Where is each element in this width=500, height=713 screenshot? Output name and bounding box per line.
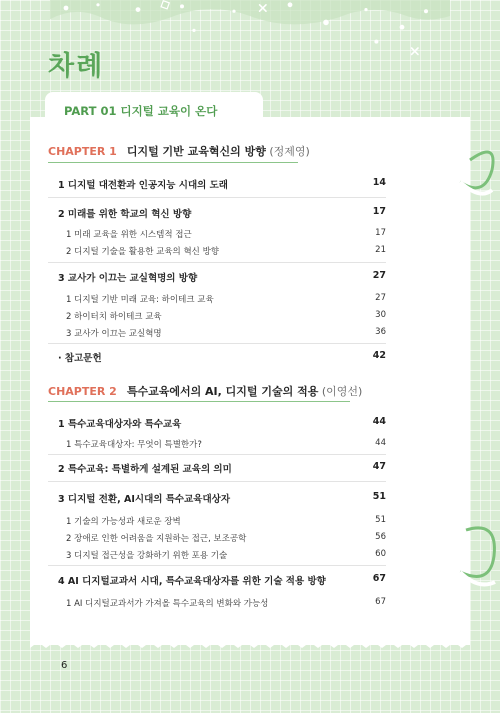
toc-entry-page: 67 (375, 597, 386, 607)
toc-entry-page: 14 (372, 177, 386, 188)
toc-entry[interactable] (58, 491, 386, 505)
divider (48, 343, 386, 344)
toc-entry-page: 44 (372, 416, 386, 427)
toc-entry-title: 1 기술의 가능성과 새로운 장벽 (66, 517, 181, 527)
toc-entry-page: 60 (375, 549, 386, 559)
toc-entry-page: 27 (375, 293, 386, 303)
toc-entry-title: 1 AI 디지털교과서가 가져올 특수교육의 변화와 가능성 (66, 599, 269, 609)
toc-entry-title: 1 디지털 대전환과 인공지능 시대의 도래 (58, 180, 228, 191)
toc-subentry[interactable] (66, 532, 386, 544)
toc-entry-page: 30 (375, 310, 386, 320)
toc-entry-page: 42 (372, 350, 386, 361)
page-torn-edge (30, 636, 470, 650)
divider (48, 565, 386, 566)
toc-entry-title: 1 미래 교육을 위한 시스템적 접근 (66, 230, 192, 240)
toc-entry-title: · 참고문헌 (58, 353, 102, 364)
toc-entry-title: 2 특수교육: 특별하게 설계된 교육의 의미 (58, 464, 232, 475)
toc-entry-page: 67 (372, 573, 386, 584)
part-label: PART 01 디지털 교육이 온다 (64, 104, 218, 118)
toc-subentry[interactable] (66, 549, 386, 561)
toc-entry[interactable] (58, 573, 386, 587)
toc-entry-page: 56 (375, 532, 386, 542)
toc-entry[interactable] (58, 206, 386, 220)
toc-entry-title: 3 디지털 접근성을 강화하기 위한 포용 기술 (66, 551, 228, 561)
toc-entry-page: 44 (375, 438, 386, 448)
toc-subentry[interactable] (66, 310, 386, 322)
toc-entry-page: 36 (375, 327, 386, 337)
toc-entry-title: 1 특수교육대상자와 특수교육 (58, 419, 182, 430)
toc-subentry[interactable] (66, 228, 386, 240)
toc-entry-title: 2 디지털 기술을 활용한 교육의 혁신 방향 (66, 247, 219, 257)
toc-entry-page: 51 (372, 491, 386, 502)
divider (48, 197, 386, 198)
toc-entry-page: 17 (375, 228, 386, 238)
chapter-1-heading (48, 143, 310, 159)
toc-subentry[interactable] (66, 245, 386, 257)
chapter-number: CHAPTER 2 (48, 385, 117, 398)
divider (48, 454, 386, 455)
toc-entry[interactable] (58, 416, 386, 430)
toc-entry-page: 27 (372, 270, 386, 281)
chapter-title: 특수교육에서의 AI, 디지털 기술의 적용 (126, 385, 319, 398)
toc-entry-title: 2 미래를 위한 학교의 혁신 방향 (58, 209, 192, 220)
page-title: 차례 (48, 51, 105, 82)
toc-entry-title: 1 디지털 기반 미래 교육: 하이테크 교육 (66, 295, 214, 305)
toc-entry-title: 3 교사가 이끄는 교실혁명 (66, 329, 162, 339)
toc-entry[interactable] (58, 350, 386, 364)
toc-entry-page: 51 (375, 515, 386, 525)
toc-entry[interactable] (58, 177, 386, 191)
toc-entry-title: 1 특수교육대상자: 무엇이 특별한가? (66, 440, 202, 450)
toc-entry-title: 4 AI 디지털교과서 시대, 특수교육대상자를 위한 기술 적용 방향 (58, 576, 326, 587)
toc-entry-title: 2 하이터치 하이테크 교육 (66, 312, 162, 322)
chapter-number: CHAPTER 1 (48, 145, 117, 158)
page-number: 6 (61, 660, 68, 671)
divider (48, 262, 386, 263)
chapter-2-heading (48, 383, 362, 399)
toc-subentry[interactable] (66, 438, 386, 450)
divider (48, 481, 386, 482)
toc-entry-title: 3 디지털 전환, AI시대의 특수교육대상자 (58, 494, 230, 505)
toc-entry-page: 21 (375, 245, 386, 255)
toc-subentry[interactable] (66, 515, 386, 527)
chapter-title: 디지털 기반 교육혁신의 방향 (126, 145, 266, 158)
chapter-underline (48, 162, 298, 163)
toc-entry-page: 47 (372, 461, 386, 472)
toc-entry-title: 3 교사가 이끄는 교실혁명의 방향 (58, 273, 198, 284)
chapter-author: (정제영) (269, 145, 310, 158)
chapter-author: (이영선) (321, 385, 363, 398)
ribbon-decoration (420, 120, 500, 620)
toc-entry[interactable] (58, 461, 386, 475)
toc-subentry[interactable] (66, 293, 386, 305)
toc-subentry[interactable] (66, 597, 386, 609)
toc-entry[interactable] (58, 270, 386, 284)
toc-subentry[interactable] (66, 327, 386, 339)
toc-entry-title: 2 장애로 인한 어려움을 지원하는 접근, 보조공학 (66, 534, 247, 544)
toc-entry-page: 17 (372, 206, 386, 217)
chapter-underline (48, 401, 350, 402)
